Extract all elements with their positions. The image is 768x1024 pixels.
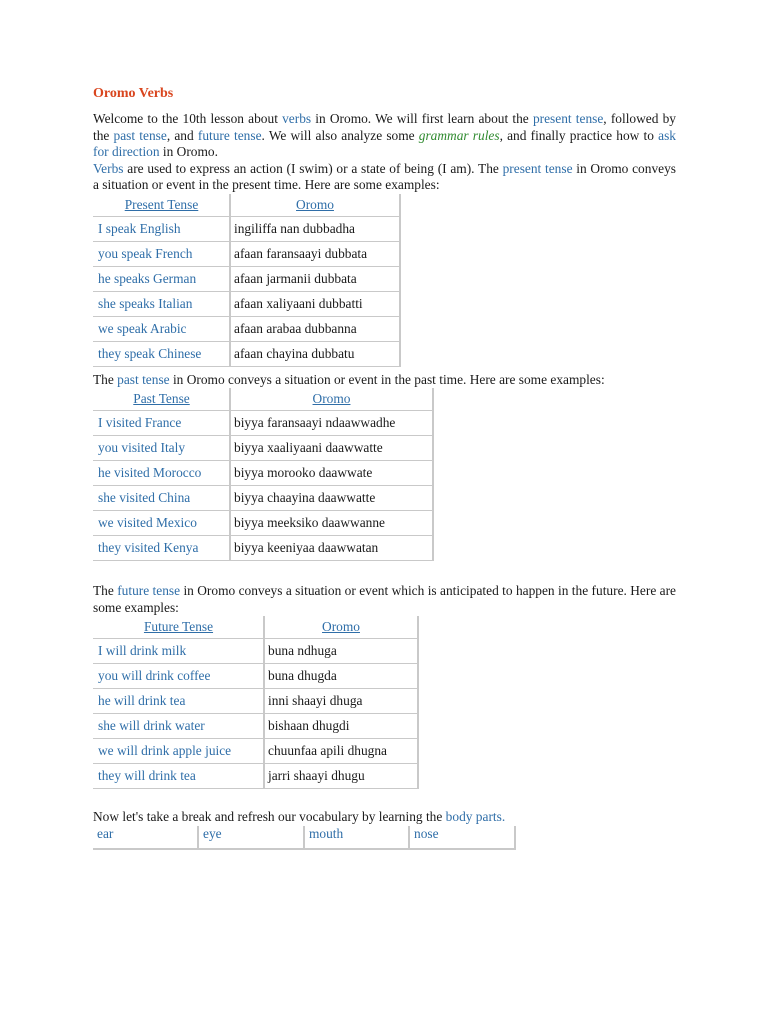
- past-tense-link-2[interactable]: past tense: [117, 371, 170, 387]
- ask-direction-link[interactable]: ask for direction: [93, 127, 676, 159]
- body-part-cell[interactable]: ear: [93, 826, 198, 849]
- document-page: [93, 84, 676, 850]
- oromo-header[interactable]: Oromo: [264, 616, 418, 639]
- verbs-definition-paragraph: [93, 161, 676, 194]
- oromo-cell: buna ndhuga: [264, 639, 418, 664]
- intro-text: , and finally practice how to: [499, 127, 659, 143]
- past-tense-header[interactable]: Past Tense: [94, 388, 231, 411]
- english-cell[interactable]: she speaks Italian: [94, 291, 231, 316]
- grammar-rules-link[interactable]: grammar rules: [418, 127, 500, 143]
- table-header-row: [94, 616, 419, 639]
- verbs-link[interactable]: verbs: [282, 111, 312, 126]
- table-row: [94, 639, 419, 664]
- present-tense-link-2[interactable]: present tense: [502, 160, 573, 176]
- verbs-def-link[interactable]: Verbs: [93, 160, 124, 176]
- intro-text: , followed by the: [93, 111, 676, 143]
- table-row: [94, 411, 434, 436]
- oromo-cell: ingiliffa nan dubbadha: [230, 216, 400, 241]
- oromo-cell: buna dhugda: [264, 664, 418, 689]
- oromo-cell: afaan arabaa dubbanna: [230, 316, 400, 341]
- intro-text: in Oromo. We will first learn about the: [311, 111, 533, 126]
- body-part-cell[interactable]: mouth: [304, 826, 409, 849]
- oromo-cell: jarri shaayi dhugu: [264, 764, 418, 789]
- body-parts-link[interactable]: body parts.: [445, 809, 506, 824]
- present-tense-link[interactable]: present tense: [532, 111, 604, 126]
- english-cell[interactable]: you speak French: [94, 241, 231, 266]
- intro-paragraph: [93, 111, 676, 161]
- english-cell[interactable]: we speak Arabic: [94, 316, 231, 341]
- table-row: [94, 689, 419, 714]
- oromo-cell: biyya morooko daawwate: [230, 461, 433, 486]
- past-intro-text: The: [93, 371, 118, 387]
- past-tense-link[interactable]: past tense: [113, 127, 167, 143]
- table-row: [94, 664, 419, 689]
- present-tense-table: [93, 194, 401, 367]
- table-row: [94, 266, 401, 291]
- body-parts-table: [93, 826, 516, 850]
- english-cell[interactable]: we visited Mexico: [94, 511, 231, 536]
- english-cell[interactable]: I will drink milk: [94, 639, 265, 664]
- body-parts-intro-paragraph: [93, 809, 676, 826]
- future-tense-link-2[interactable]: future tense: [117, 583, 181, 598]
- oromo-cell: chuunfaa apili dhugna: [264, 739, 418, 764]
- table-row: [94, 764, 419, 789]
- intro-text: Welcome to the 10th lesson about: [93, 111, 283, 126]
- table-header-row: [94, 194, 401, 217]
- oromo-cell: afaan chayina dubbatu: [230, 341, 400, 366]
- future-intro-text: The: [93, 583, 118, 598]
- oromo-cell: biyya keeniyaa daawwatan: [230, 536, 433, 561]
- english-cell[interactable]: he visited Morocco: [94, 461, 231, 486]
- oromo-cell: biyya meeksiko daawwanne: [230, 511, 433, 536]
- future-tense-table: [93, 616, 419, 789]
- table-row: [94, 216, 401, 241]
- body-part-cell[interactable]: eye: [198, 826, 304, 849]
- table-row: [94, 486, 434, 511]
- past-tense-table: [93, 388, 434, 561]
- english-cell[interactable]: you visited Italy: [94, 436, 231, 461]
- table-row: [94, 461, 434, 486]
- table-row: [94, 714, 419, 739]
- oromo-cell: bishaan dhugdi: [264, 714, 418, 739]
- english-cell[interactable]: they speak Chinese: [94, 341, 231, 366]
- intro-text: . We will also analyze some: [261, 127, 419, 143]
- table-row: [94, 511, 434, 536]
- oromo-cell: afaan jarmanii dubbata: [230, 266, 400, 291]
- english-cell[interactable]: she will drink water: [94, 714, 265, 739]
- oromo-cell: biyya chaayina daawwatte: [230, 486, 433, 511]
- oromo-cell: biyya xaaliyaani daawwatte: [230, 436, 433, 461]
- oromo-header[interactable]: Oromo: [230, 194, 400, 217]
- oromo-header[interactable]: Oromo: [230, 388, 433, 411]
- page-title: Oromo Verbs: [93, 86, 174, 101]
- future-tense-link[interactable]: future tense: [197, 127, 262, 143]
- english-cell[interactable]: they will drink tea: [94, 764, 265, 789]
- body-part-cell[interactable]: nose: [409, 826, 515, 849]
- future-intro-paragraph: [93, 583, 676, 616]
- table-row: [94, 536, 434, 561]
- table-row: [94, 341, 401, 366]
- verbs-def-text: are used to express an action (I swim) or a state of being (I am). The: [123, 160, 503, 176]
- table-header-row: [94, 388, 434, 411]
- english-cell[interactable]: they visited Kenya: [94, 536, 231, 561]
- oromo-cell: afaan xaliyaani dubbatti: [230, 291, 400, 316]
- body-intro-text: Now let's take a break and refresh our vocabulary by learning the: [93, 809, 446, 824]
- english-cell[interactable]: he speaks German: [94, 266, 231, 291]
- oromo-cell: biyya faransaayi ndaawwadhe: [230, 411, 433, 436]
- english-cell[interactable]: he will drink tea: [94, 689, 265, 714]
- english-cell[interactable]: we will drink apple juice: [94, 739, 265, 764]
- table-row: [94, 739, 419, 764]
- future-tense-header[interactable]: Future Tense: [94, 616, 265, 639]
- past-intro-paragraph: [93, 372, 676, 389]
- table-row: [94, 291, 401, 316]
- table-row: [94, 436, 434, 461]
- oromo-cell: inni shaayi dhuga: [264, 689, 418, 714]
- english-cell[interactable]: I visited France: [94, 411, 231, 436]
- table-row: [93, 826, 515, 849]
- past-intro-text: in Oromo conveys a situation or event in the past time. Here are some examples:: [169, 371, 605, 387]
- table-row: [94, 241, 401, 266]
- table-row: [94, 316, 401, 341]
- intro-text: , and: [166, 127, 198, 143]
- intro-text: in Oromo.: [159, 144, 218, 159]
- verbs-def-text: in Oromo conveys a situation or event in the present time. Here are some examples:: [93, 160, 676, 192]
- oromo-cell: afaan faransaayi dubbata: [230, 241, 400, 266]
- present-tense-header[interactable]: Present Tense: [94, 194, 231, 217]
- future-intro-text: in Oromo conveys a situation or event which is anticipated to happen in the future. Here are some examples:: [93, 583, 676, 615]
- english-cell[interactable]: she visited China: [94, 486, 231, 511]
- english-cell[interactable]: I speak English: [94, 216, 231, 241]
- english-cell[interactable]: you will drink coffee: [94, 664, 265, 689]
